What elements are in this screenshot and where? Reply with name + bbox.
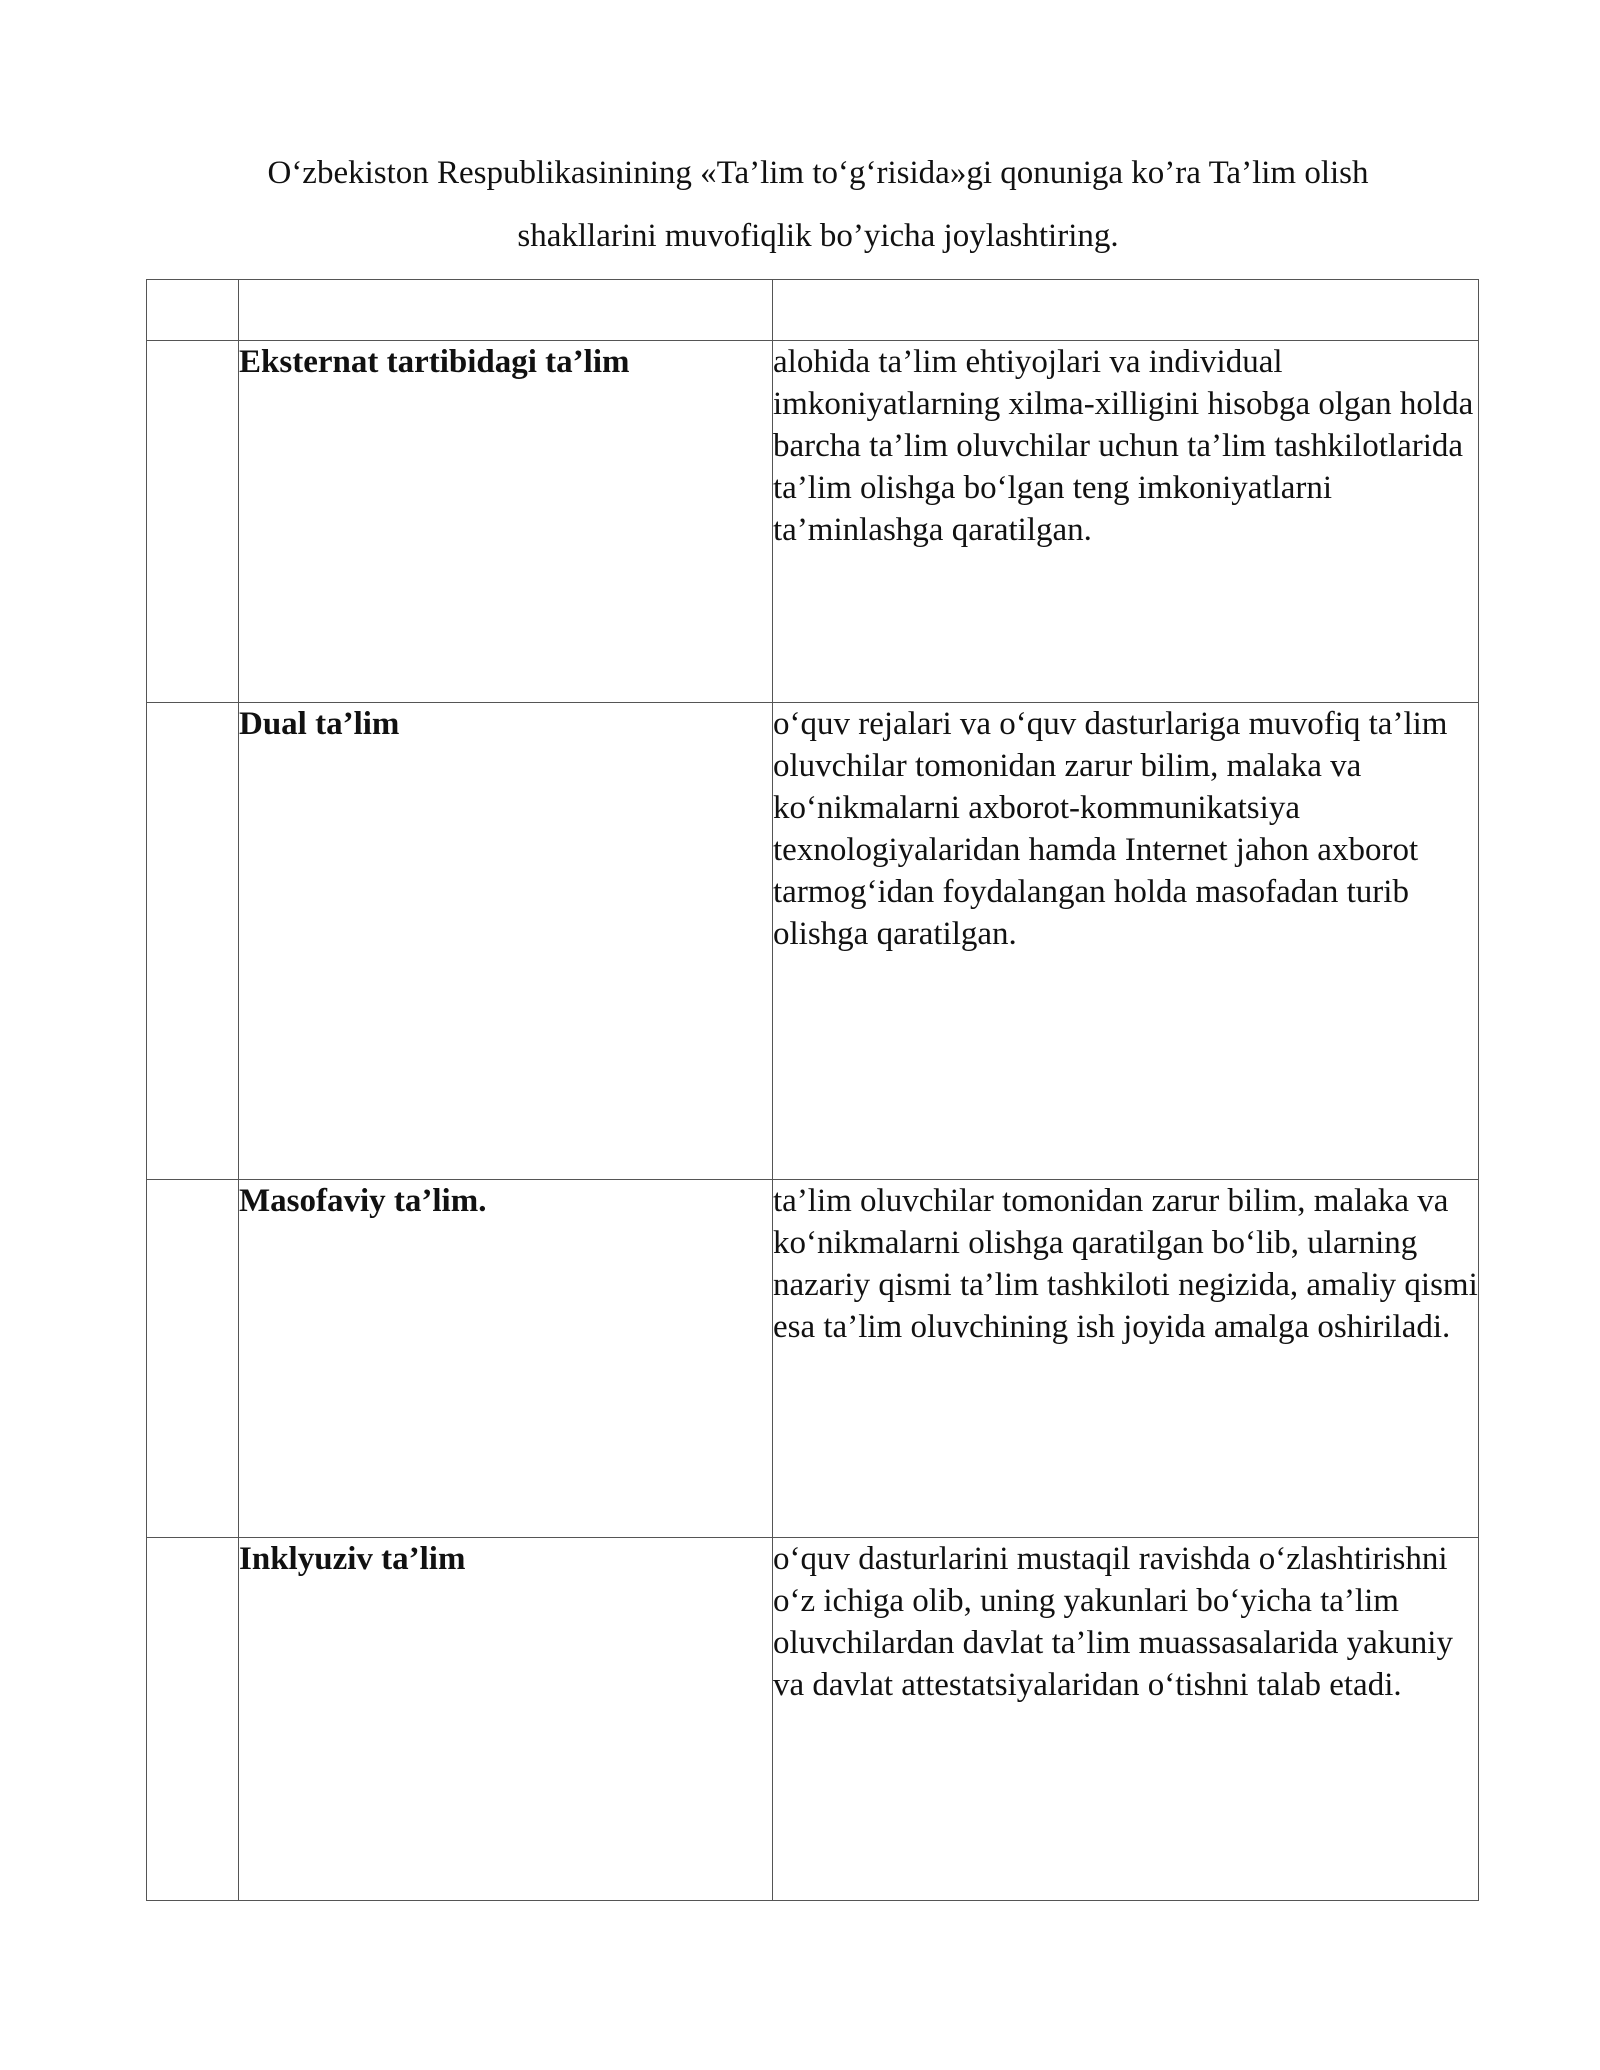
table-row xyxy=(147,341,1479,703)
term-cell: Inklyuziv ta’lim xyxy=(239,1538,773,1901)
term-cell: Eksternat tartibidagi ta’lim xyxy=(239,341,773,703)
row-number-cell[interactable] xyxy=(147,703,239,1180)
definition-cell: alohida ta’lim ehtiyojlari va individual imkoniyatlarning xilma-xilligini hisobga olgan holda barcha ta’lim oluvchilar uchun ta’lim tashkilotlarida ta’lim olishga bo‘lgan teng imkoniyatlarni ta’minlashga qaratilgan. xyxy=(773,341,1479,703)
table-row xyxy=(147,1180,1479,1538)
definition-cell: o‘quv dasturlarini mustaqil ravishda o‘zlashtirishni o‘z ichiga olib, uning yakunlari bo‘yicha ta’lim oluvchilardan davlat ta’lim muassasalarida yakuniy va davlat attestatsiyalaridan o‘tishni talab etadi. xyxy=(773,1538,1479,1901)
term-cell: Dual ta’lim xyxy=(239,703,773,1180)
row-number-cell[interactable] xyxy=(147,1538,239,1901)
table-header-row xyxy=(147,280,1479,341)
title-line-2: shakllarini muvofiqlik bo’yicha joylashtiring. xyxy=(517,218,1119,254)
matching-table xyxy=(146,279,1479,1901)
header-cell-definition xyxy=(773,280,1479,341)
header-cell-term xyxy=(239,280,773,341)
table-row xyxy=(147,1538,1479,1901)
definition-cell: ta’lim oluvchilar tomonidan zarur bilim, malaka va ko‘nikmalarni olishga qaratilgan bo‘lib, ularning nazariy qismi ta’lim tashkiloti negizida, amaliy qismi esa ta’lim oluvchining ish joyida amalga oshiriladi. xyxy=(773,1180,1479,1538)
header-cell-number xyxy=(147,280,239,341)
title-line-1: O‘zbekiston Respublikasinining «Ta’lim to‘g‘risida»gi qonuniga ko’ra Ta’lim olish xyxy=(267,155,1369,191)
term-cell: Masofaviy ta’lim. xyxy=(239,1180,773,1538)
definition-cell: o‘quv rejalari va o‘quv dasturlariga muvofiq ta’lim oluvchilar tomonidan zarur bilim, malaka va ko‘nikmalarni axborot-kommunikatsiya texnologiyalaridan hamda Internet jahon axborot tarmog‘idan foydalangan holda masofadan turib olishga qaratilgan. xyxy=(773,703,1479,1180)
page-title xyxy=(150,142,1486,268)
table-row xyxy=(147,703,1479,1180)
row-number-cell[interactable] xyxy=(147,341,239,703)
row-number-cell[interactable] xyxy=(147,1180,239,1538)
